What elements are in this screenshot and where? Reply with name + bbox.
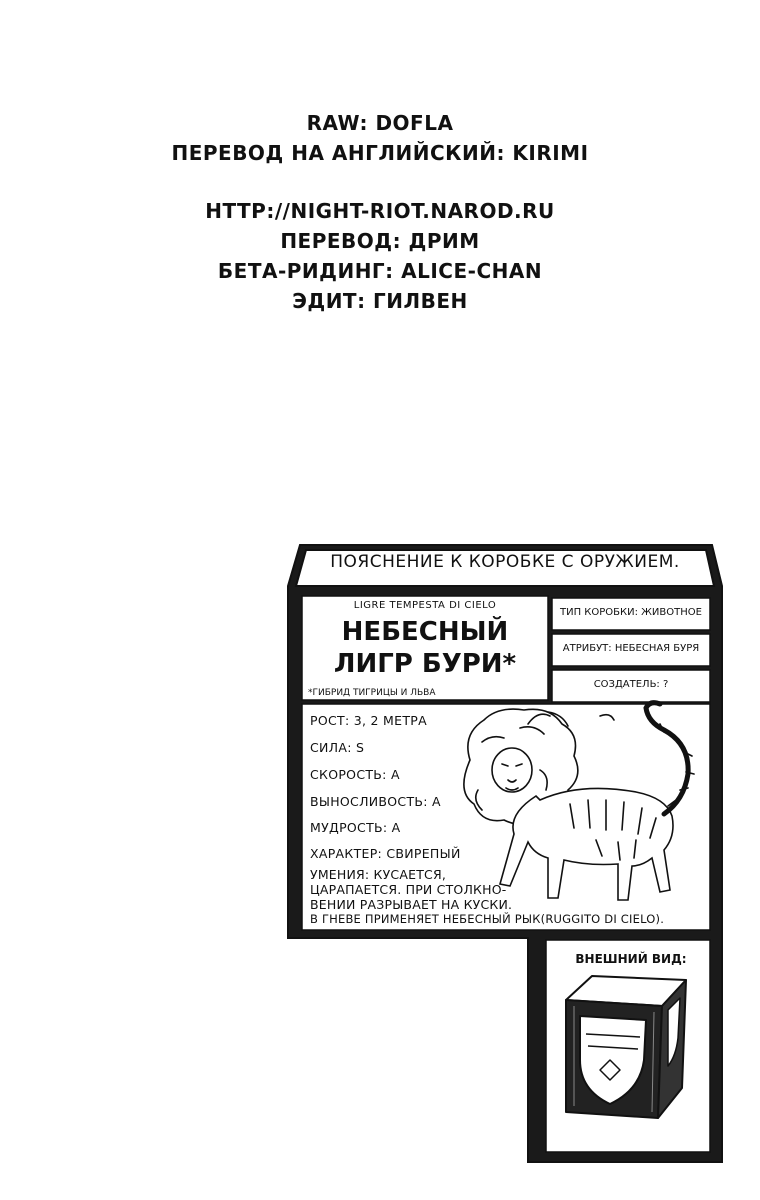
creature-name-line1: НЕБЕСНЫЙ — [341, 617, 509, 647]
stat-strength: СИЛА: S — [310, 740, 365, 755]
stat-speed: СКОРОСТЬ: A — [310, 767, 400, 782]
credit-translation: ПЕРЕВОД: ДРИМ — [280, 229, 480, 253]
credit-site: HTTP://NIGHT-RIOT.NAROD.RU — [205, 199, 555, 223]
abilities-line2: ЦАРАПАЕТСЯ. ПРИ СТОЛКНО- — [310, 882, 507, 897]
abilities — [310, 867, 664, 927]
stat-wisdom: МУДРОСТЬ: A — [310, 820, 401, 835]
abilities-line3: ВЕНИИ РАЗРЫВАЕТ НА КУСКИ. — [310, 897, 513, 912]
card-header: ПОЯСНЕНИЕ К КОРОБКЕ С ОРУЖИЕМ. — [330, 552, 680, 572]
abilities-line1: УМЕНИЯ: КУСАЕТСЯ, — [310, 867, 447, 882]
credit-raw: RAW: DOFLA — [306, 111, 454, 135]
credit-beta: БЕТА-РИДИНГ: ALICE-CHAN — [217, 259, 543, 283]
latin-name: LIGRE TEMPESTA DI CIELO — [353, 600, 497, 611]
credit-edit: ЭДИТ: ГИЛВЕН — [292, 289, 468, 313]
name-footnote: *ГИБРИД ТИГРИЦЫ И ЛЬВА — [308, 688, 436, 698]
weapon-box-illustration — [566, 976, 686, 1118]
appearance-label: ВНЕШНИЙ ВИД: — [575, 952, 687, 966]
creature-name — [306, 616, 544, 680]
box-creator: СОЗДАТЕЛЬ: ? — [593, 679, 669, 690]
abilities-line4: В ГНЕВЕ ПРИМЕНЯЕТ НЕБЕСНЫЙ РЫК(RUGGITO DI CIELO). — [310, 912, 665, 926]
credit-english-translation: ПЕРЕВОД НА АНГЛИЙСКИЙ: KIRIMI — [171, 141, 589, 165]
creature-name-line2: ЛИГР БУРИ* — [333, 649, 517, 679]
box-attribute: АТРИБУТ: НЕБЕСНАЯ БУРЯ — [562, 643, 700, 654]
stat-character: ХАРАКТЕР: СВИРЕПЫЙ — [310, 846, 461, 861]
box-type: ТИП КОРОБКИ: ЖИВОТНОЕ — [560, 607, 702, 618]
stat-stamina: ВЫНОСЛИВОСТЬ: A — [310, 794, 441, 809]
stat-height: РОСТ: 3, 2 МЕТРА — [310, 713, 427, 728]
